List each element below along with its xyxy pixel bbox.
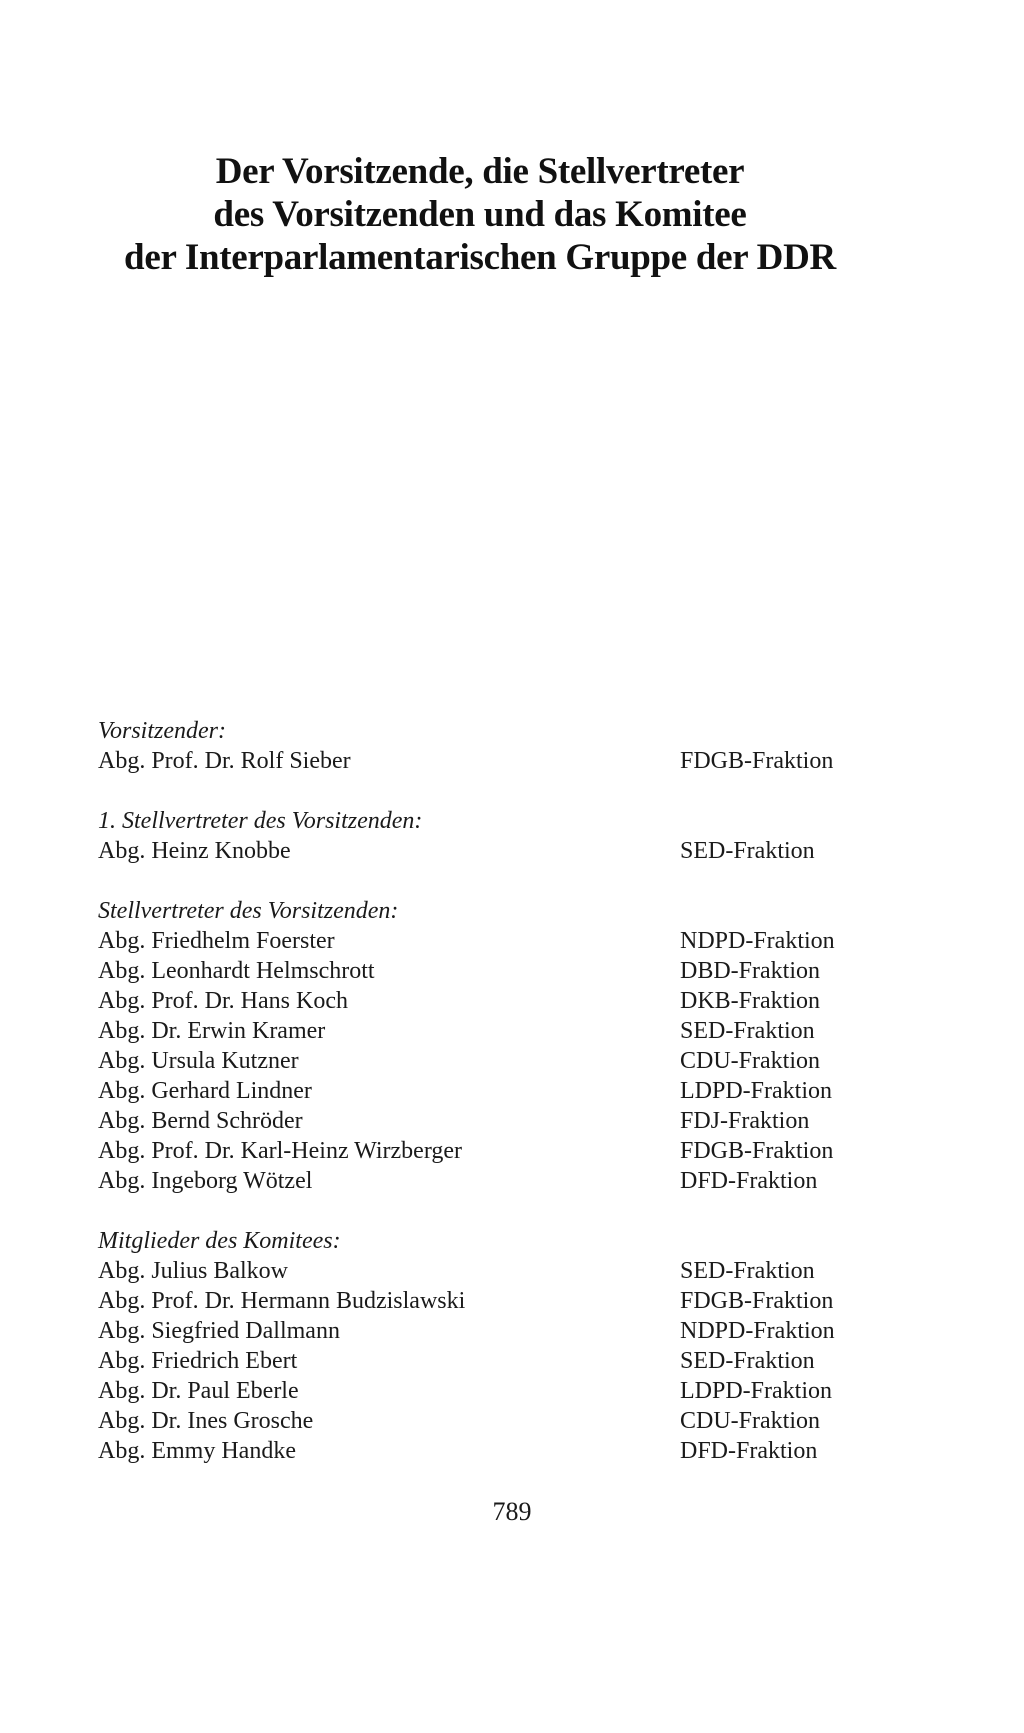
member-name: Abg. Prof. Dr. Karl-Heinz Wirzberger [98, 1138, 463, 1164]
member-name: Abg. Dr. Erwin Kramer [98, 1018, 326, 1044]
page-number: 789 [492, 1497, 532, 1526]
list-item [98, 1166, 878, 1196]
member-faction: CDU-Fraktion [680, 1048, 820, 1074]
title-line-1: Der Vorsitzende, die Stellvertreter [215, 151, 745, 192]
member-name: Abg. Ingeborg Wötzel [98, 1168, 313, 1194]
list-item [98, 1256, 878, 1286]
member-faction: SED-Fraktion [680, 1258, 815, 1284]
member-faction: CDU-Fraktion [680, 1408, 820, 1434]
title-line-2: des Vorsitzenden und das Komitee [213, 194, 747, 235]
member-faction: SED-Fraktion [680, 1348, 815, 1374]
member-name: Abg. Bernd Schröder [98, 1108, 303, 1134]
member-name: Abg. Emmy Handke [98, 1438, 296, 1464]
member-faction: DBD-Fraktion [680, 958, 820, 984]
section-heading: Mitglieder des Komitees: [98, 1228, 341, 1254]
member-name: Abg. Prof. Dr. Rolf Sieber [98, 748, 351, 774]
list-item [98, 836, 878, 866]
member-name: Abg. Dr. Ines Grosche [98, 1408, 314, 1434]
list-item [98, 1046, 878, 1076]
member-faction: FDGB-Fraktion [680, 1288, 834, 1314]
list-item [98, 956, 878, 986]
list-item [98, 1076, 878, 1106]
list-item [98, 746, 878, 776]
member-name: Abg. Heinz Knobbe [98, 838, 291, 864]
member-faction: DFD-Fraktion [680, 1438, 818, 1464]
section-first-deputy [98, 806, 878, 866]
member-name: Abg. Prof. Dr. Hans Koch [98, 988, 348, 1014]
section-heading: Vorsitzender: [98, 718, 226, 744]
list-item [98, 1346, 878, 1376]
section-deputies [98, 896, 878, 1196]
list-item [98, 1316, 878, 1346]
member-roster [98, 716, 878, 1496]
member-faction: NDPD-Fraktion [680, 928, 835, 954]
list-item [98, 1376, 878, 1406]
member-faction: FDJ-Fraktion [680, 1108, 810, 1134]
list-item [98, 1136, 878, 1166]
section-heading: Stellvertreter des Vorsitzenden: [98, 898, 399, 924]
member-faction: FDGB-Fraktion [680, 1138, 834, 1164]
member-name: Abg. Friedhelm Foerster [98, 928, 335, 954]
list-item [98, 926, 878, 956]
member-name: Abg. Friedrich Ebert [98, 1348, 298, 1374]
member-name: Abg. Siegfried Dallmann [98, 1318, 340, 1344]
member-name: Abg. Julius Balkow [98, 1258, 289, 1284]
list-item [98, 986, 878, 1016]
member-name: Abg. Leonhardt Helmschrott [98, 958, 375, 984]
list-item [98, 1286, 878, 1316]
member-faction: DFD-Fraktion [680, 1168, 818, 1194]
page-title [0, 150, 960, 279]
section-chairman [98, 716, 878, 776]
section-heading: 1. Stellvertreter des Vorsitzenden: [98, 808, 423, 834]
member-name: Abg. Prof. Dr. Hermann Budzislawski [98, 1288, 466, 1314]
title-line-3: der Interparlamentarischen Gruppe der DDR [124, 237, 836, 278]
list-item [98, 1406, 878, 1436]
member-faction: SED-Fraktion [680, 838, 815, 864]
member-faction: LDPD-Fraktion [680, 1078, 832, 1104]
list-item [98, 1436, 878, 1466]
member-faction: DKB-Fraktion [680, 988, 820, 1014]
section-committee-members [98, 1226, 878, 1466]
list-item [98, 1016, 878, 1046]
member-faction: NDPD-Fraktion [680, 1318, 835, 1344]
member-name: Abg. Dr. Paul Eberle [98, 1378, 299, 1404]
member-faction: LDPD-Fraktion [680, 1378, 832, 1404]
list-item [98, 1106, 878, 1136]
member-faction: FDGB-Fraktion [680, 748, 834, 774]
member-name: Abg. Gerhard Lindner [98, 1078, 312, 1104]
member-name: Abg. Ursula Kutzner [98, 1048, 299, 1074]
member-faction: SED-Fraktion [680, 1018, 815, 1044]
